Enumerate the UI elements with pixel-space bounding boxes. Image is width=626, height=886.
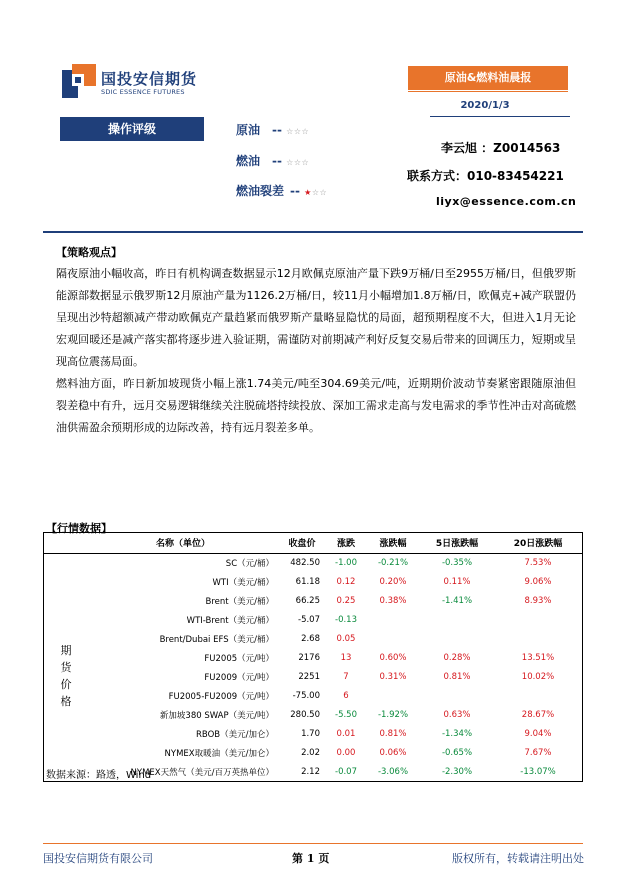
row-change: -5.50	[335, 709, 357, 720]
row-name: NYMEX取暖油（美元/加仑）	[164, 748, 274, 759]
row-5day-pct: -2.30%	[441, 766, 473, 777]
rating-stars-filled: ★	[304, 188, 312, 197]
rating-stars-empty: ☆☆☆	[286, 158, 310, 167]
row-name: WTI（美元/桶）	[212, 577, 274, 588]
row-change-pct	[366, 629, 420, 648]
row-change-pct: 0.20%	[379, 576, 407, 587]
row-close: 280.50	[290, 709, 320, 720]
rating-name: 燃油裂差	[236, 184, 285, 198]
table-row	[44, 705, 582, 724]
table-header-blank	[44, 533, 88, 553]
row-5day-pct: 0.81%	[443, 671, 471, 682]
company-logo-icon	[62, 64, 96, 98]
operation-rating-label: 操作评级	[60, 117, 204, 141]
footer-copyright: 版权所有，转载请注明出处	[452, 852, 584, 865]
row-change: 0.01	[336, 728, 356, 739]
header-divider	[43, 231, 583, 233]
row-close: 66.25	[295, 595, 320, 606]
table-row	[44, 629, 582, 648]
logo-chinese-name: 国投安信期货	[101, 70, 198, 88]
market-data-title: 【行情数据】	[46, 522, 112, 535]
row-5day-pct: 0.28%	[443, 652, 471, 663]
row-5day-pct	[420, 629, 494, 648]
row-5day-pct: -1.41%	[441, 595, 473, 606]
market-data-table	[43, 532, 583, 782]
row-category: 期 货 价 格	[60, 644, 72, 709]
analyst-name: 李云旭 ：Z0014563	[441, 141, 561, 155]
footer-divider	[43, 843, 583, 844]
rating-name: 原油	[236, 123, 261, 137]
row-change-pct: 0.81%	[379, 728, 407, 739]
row-name: Brent（美元/桶）	[205, 596, 274, 607]
table-row	[44, 743, 582, 762]
table-row	[44, 686, 582, 705]
row-20day-pct: 9.06%	[524, 576, 552, 587]
row-change: 0.12	[336, 576, 356, 587]
banner-underline	[408, 91, 568, 92]
row-change-pct: 0.31%	[379, 671, 407, 682]
table-row	[44, 610, 582, 629]
strategy-title: 【策略观点】	[56, 246, 122, 259]
row-change-pct: -0.21%	[377, 557, 409, 568]
footer-page-number: 第 1 页	[292, 852, 330, 865]
row-close: -75.00	[292, 690, 320, 701]
row-20day-pct	[494, 629, 582, 648]
table-row	[44, 667, 582, 686]
data-source: 数据来源：路透，Wind	[46, 770, 152, 781]
row-20day-pct: -13.07%	[520, 766, 556, 777]
table-header-name: 名称（单位）	[88, 533, 278, 553]
row-20day-pct: 9.04%	[524, 728, 552, 739]
row-20day-pct: 13.51%	[521, 652, 555, 663]
rating-fuel-oil	[236, 152, 309, 169]
row-change: 0.05	[336, 633, 356, 644]
row-change-pct: -1.92%	[377, 709, 409, 720]
row-close: 2.02	[301, 747, 320, 758]
date-underline	[430, 116, 570, 117]
rating-dash: --	[272, 123, 282, 137]
row-change: -1.00	[335, 557, 357, 568]
row-close: 2176	[298, 652, 320, 663]
table-row	[44, 591, 582, 610]
contact-email: liyx@essence.com.cn	[436, 195, 577, 208]
rating-stars-empty: ☆☆☆	[286, 127, 310, 136]
table-header-5day: 5日涨跌幅	[420, 533, 494, 553]
row-name: FU2005（元/吨）	[204, 653, 274, 664]
row-20day-pct: 7.67%	[524, 747, 552, 758]
rating-crude-oil	[236, 121, 309, 138]
row-name: RBOB（美元/加仑）	[196, 729, 274, 740]
row-change: 6	[343, 690, 349, 701]
table-row	[44, 572, 582, 591]
table-header-row	[44, 533, 582, 553]
row-20day-pct: 8.93%	[524, 595, 552, 606]
row-name: FU2005-FU2009（元/吨）	[168, 691, 274, 702]
row-name: 新加坡380 SWAP（美元/吨）	[159, 710, 274, 721]
row-5day-pct: -0.65%	[441, 747, 473, 758]
strategy-paragraph-crude: 隔夜原油小幅收高，昨日有机构调查数据显示12月欧佩克原油产量下跌9万桶/日至2955万桶/日，但俄罗斯能源部数据显示俄罗斯12月原油产量为1126.2万桶/日，较11月小幅增加1.8万桶/日，欧佩克+减产联盟仍呈现出沙特超额减产带动欧佩克产量趋紧而俄罗斯产量略显隐忧的局面，超预期程度不大，但进入1月无论宏观回暖还是减产落实都将逐步进入验证期，需谨防对前期减产利好反复交易后带来的回调压力，短期或呈现高位震荡局面。	[56, 267, 576, 368]
row-change-pct: 0.06%	[379, 747, 407, 758]
strategy-paragraph-fuel: 燃料油方面，昨日新加坡现货小幅上涨1.74美元/吨至304.69美元/吨，近期期价波动节奏紧密跟随原油但裂差稳中有升，远月交易逻辑继续关注脱硫塔持续投放、深加工需求走高与发电需求的季节性冲击对高硫燃油供需盈余预期形成的边际改善，持有远月裂差多单。	[56, 377, 576, 434]
row-change-pct	[366, 610, 420, 629]
rating-name: 燃油	[236, 154, 261, 168]
rating-fuel-crack	[236, 182, 327, 199]
row-20day-pct: 28.67%	[521, 709, 555, 720]
table-header-20day: 20日涨跌幅	[494, 533, 582, 553]
row-20day-pct	[494, 686, 582, 705]
report-date: 2020/1/3	[460, 100, 510, 111]
row-close: 2.68	[301, 633, 320, 644]
row-change-pct: 0.38%	[379, 595, 407, 606]
row-name: NYMEX天然气（美元/百万英热单位）	[130, 767, 274, 778]
row-change: 13	[340, 652, 352, 663]
row-name: SC（元/桶）	[225, 558, 274, 569]
row-change-pct	[366, 686, 420, 705]
row-close: 61.18	[295, 576, 320, 587]
rating-dash: --	[290, 184, 300, 198]
table-header-close: 收盘价	[278, 533, 326, 553]
footer-company: 国投安信期货有限公司	[43, 852, 153, 865]
row-change: -0.13	[335, 614, 357, 625]
row-20day-pct: 7.53%	[524, 557, 552, 568]
table-row	[44, 724, 582, 743]
row-close: 1.70	[301, 728, 320, 739]
table-row	[44, 553, 582, 572]
rating-stars-empty: ☆☆	[311, 188, 328, 197]
row-close: -5.07	[298, 614, 320, 625]
table-header-change: 涨跌	[326, 533, 366, 553]
row-name: WTI-Brent（美元/桶）	[186, 615, 274, 626]
row-5day-pct	[420, 686, 494, 705]
row-20day-pct	[494, 610, 582, 629]
report-title-banner: 原油&燃料油晨报	[408, 66, 568, 90]
row-change: 0.00	[336, 747, 356, 758]
row-20day-pct: 10.02%	[521, 671, 555, 682]
row-change: -0.07	[335, 766, 357, 777]
rating-dash: --	[272, 154, 282, 168]
row-close: 2.12	[301, 766, 320, 777]
row-5day-pct: 0.63%	[443, 709, 471, 720]
table-header-change-pct: 涨跌幅	[366, 533, 420, 553]
row-name: Brent/Dubai EFS（美元/桶）	[159, 634, 274, 645]
row-change-pct: -3.06%	[377, 766, 409, 777]
logo-english-name: SDIC ESSENCE FUTURES	[101, 88, 185, 96]
row-5day-pct: -0.35%	[441, 557, 473, 568]
row-5day-pct: -1.34%	[441, 728, 473, 739]
row-5day-pct	[420, 610, 494, 629]
contact-phone: 联系方式：010-83454221	[407, 169, 564, 183]
row-change-pct: 0.60%	[379, 652, 407, 663]
row-change: 7	[343, 671, 349, 682]
row-change: 0.25	[336, 595, 356, 606]
row-name: FU2009（元/吨）	[204, 672, 274, 683]
row-5day-pct: 0.11%	[443, 576, 471, 587]
table-row	[44, 648, 582, 667]
row-close: 482.50	[290, 557, 320, 568]
row-close: 2251	[298, 671, 320, 682]
